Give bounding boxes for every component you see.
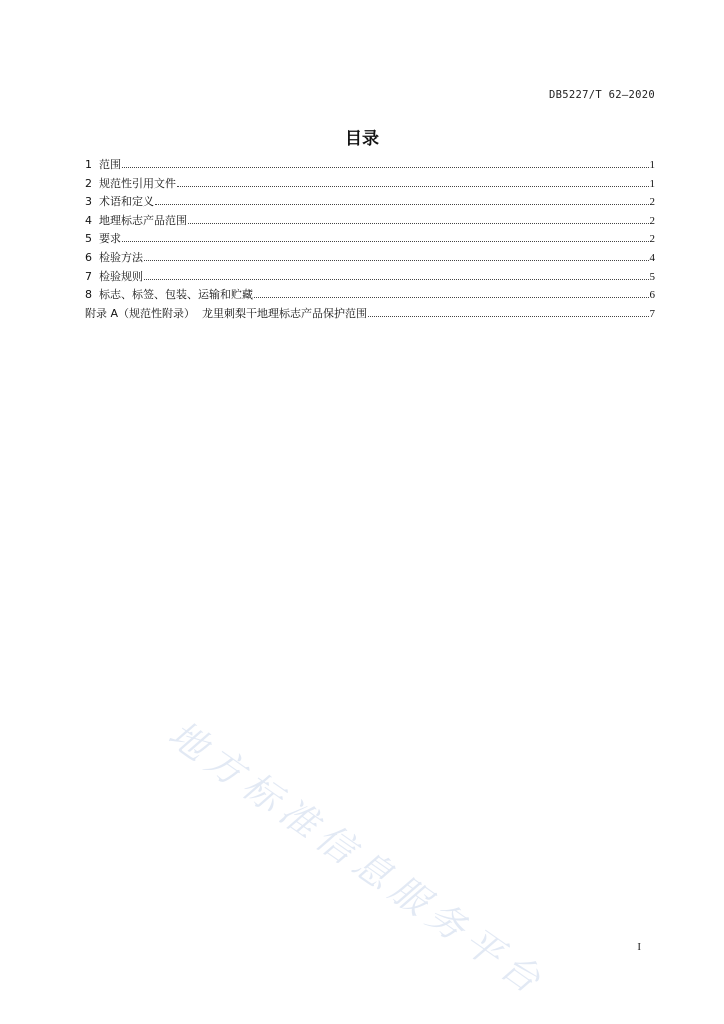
toc-entry-page: 2 [649, 214, 655, 227]
toc-entry-label: 2 规范性引用文件 [85, 176, 176, 190]
toc-entry-page: 2 [649, 196, 655, 209]
toc-leader-dots [144, 260, 649, 261]
toc-entry-label: 8 标志、标签、包装、运输和贮藏 [85, 288, 253, 302]
toc-leader-dots [144, 279, 649, 280]
toc-entry-product-range[interactable] [85, 212, 655, 231]
toc-leader-dots [188, 223, 649, 224]
toc-entry-inspection-rules[interactable] [85, 268, 655, 287]
toc-leader-dots [122, 241, 649, 242]
toc-entry-label: 7 检验规则 [85, 269, 143, 283]
toc-entry-page: 7 [649, 307, 655, 320]
toc-entry-normative-references[interactable] [85, 175, 655, 194]
toc-leader-dots [254, 297, 649, 298]
toc-entry-terms-definitions[interactable] [85, 193, 655, 212]
toc-entry-requirements[interactable] [85, 230, 655, 249]
toc-entry-page: 2 [649, 233, 655, 246]
toc-entry-test-methods[interactable] [85, 249, 655, 268]
toc-entry-label: 3 术语和定义 [85, 195, 154, 209]
toc-entry-label: 6 检验方法 [85, 250, 143, 264]
toc-entry-page: 5 [649, 270, 655, 283]
toc-entry-scope[interactable] [85, 156, 655, 175]
toc-entry-page: 6 [649, 289, 655, 302]
toc-entry-label: 附录 A（规范性附录） 龙里刺梨干地理标志产品保护范围 [85, 306, 368, 320]
toc-entry-label: 4 地理标志产品范围 [85, 213, 187, 227]
page-title: 目录 [345, 129, 379, 149]
toc-leader-dots [368, 316, 648, 317]
toc-leader-dots [122, 167, 649, 168]
toc-entry-page: 1 [649, 177, 655, 190]
toc-entry-page: 4 [649, 251, 655, 264]
toc-entry-label: 1 范围 [85, 158, 121, 171]
document-code: DB5227/T 62—2020 [549, 89, 655, 101]
toc-entry-label: 5 要求 [85, 232, 121, 246]
toc-entry-appendix-a[interactable] [85, 305, 655, 324]
toc-entry-marking-labeling[interactable] [85, 286, 655, 305]
toc-leader-dots [155, 204, 649, 205]
toc-entry-page: 1 [649, 159, 655, 171]
page-number: I [637, 941, 641, 953]
table-of-contents [85, 156, 655, 323]
toc-leader-dots [177, 186, 649, 187]
watermark: 地方标准信息服务平台 [160, 712, 554, 1006]
